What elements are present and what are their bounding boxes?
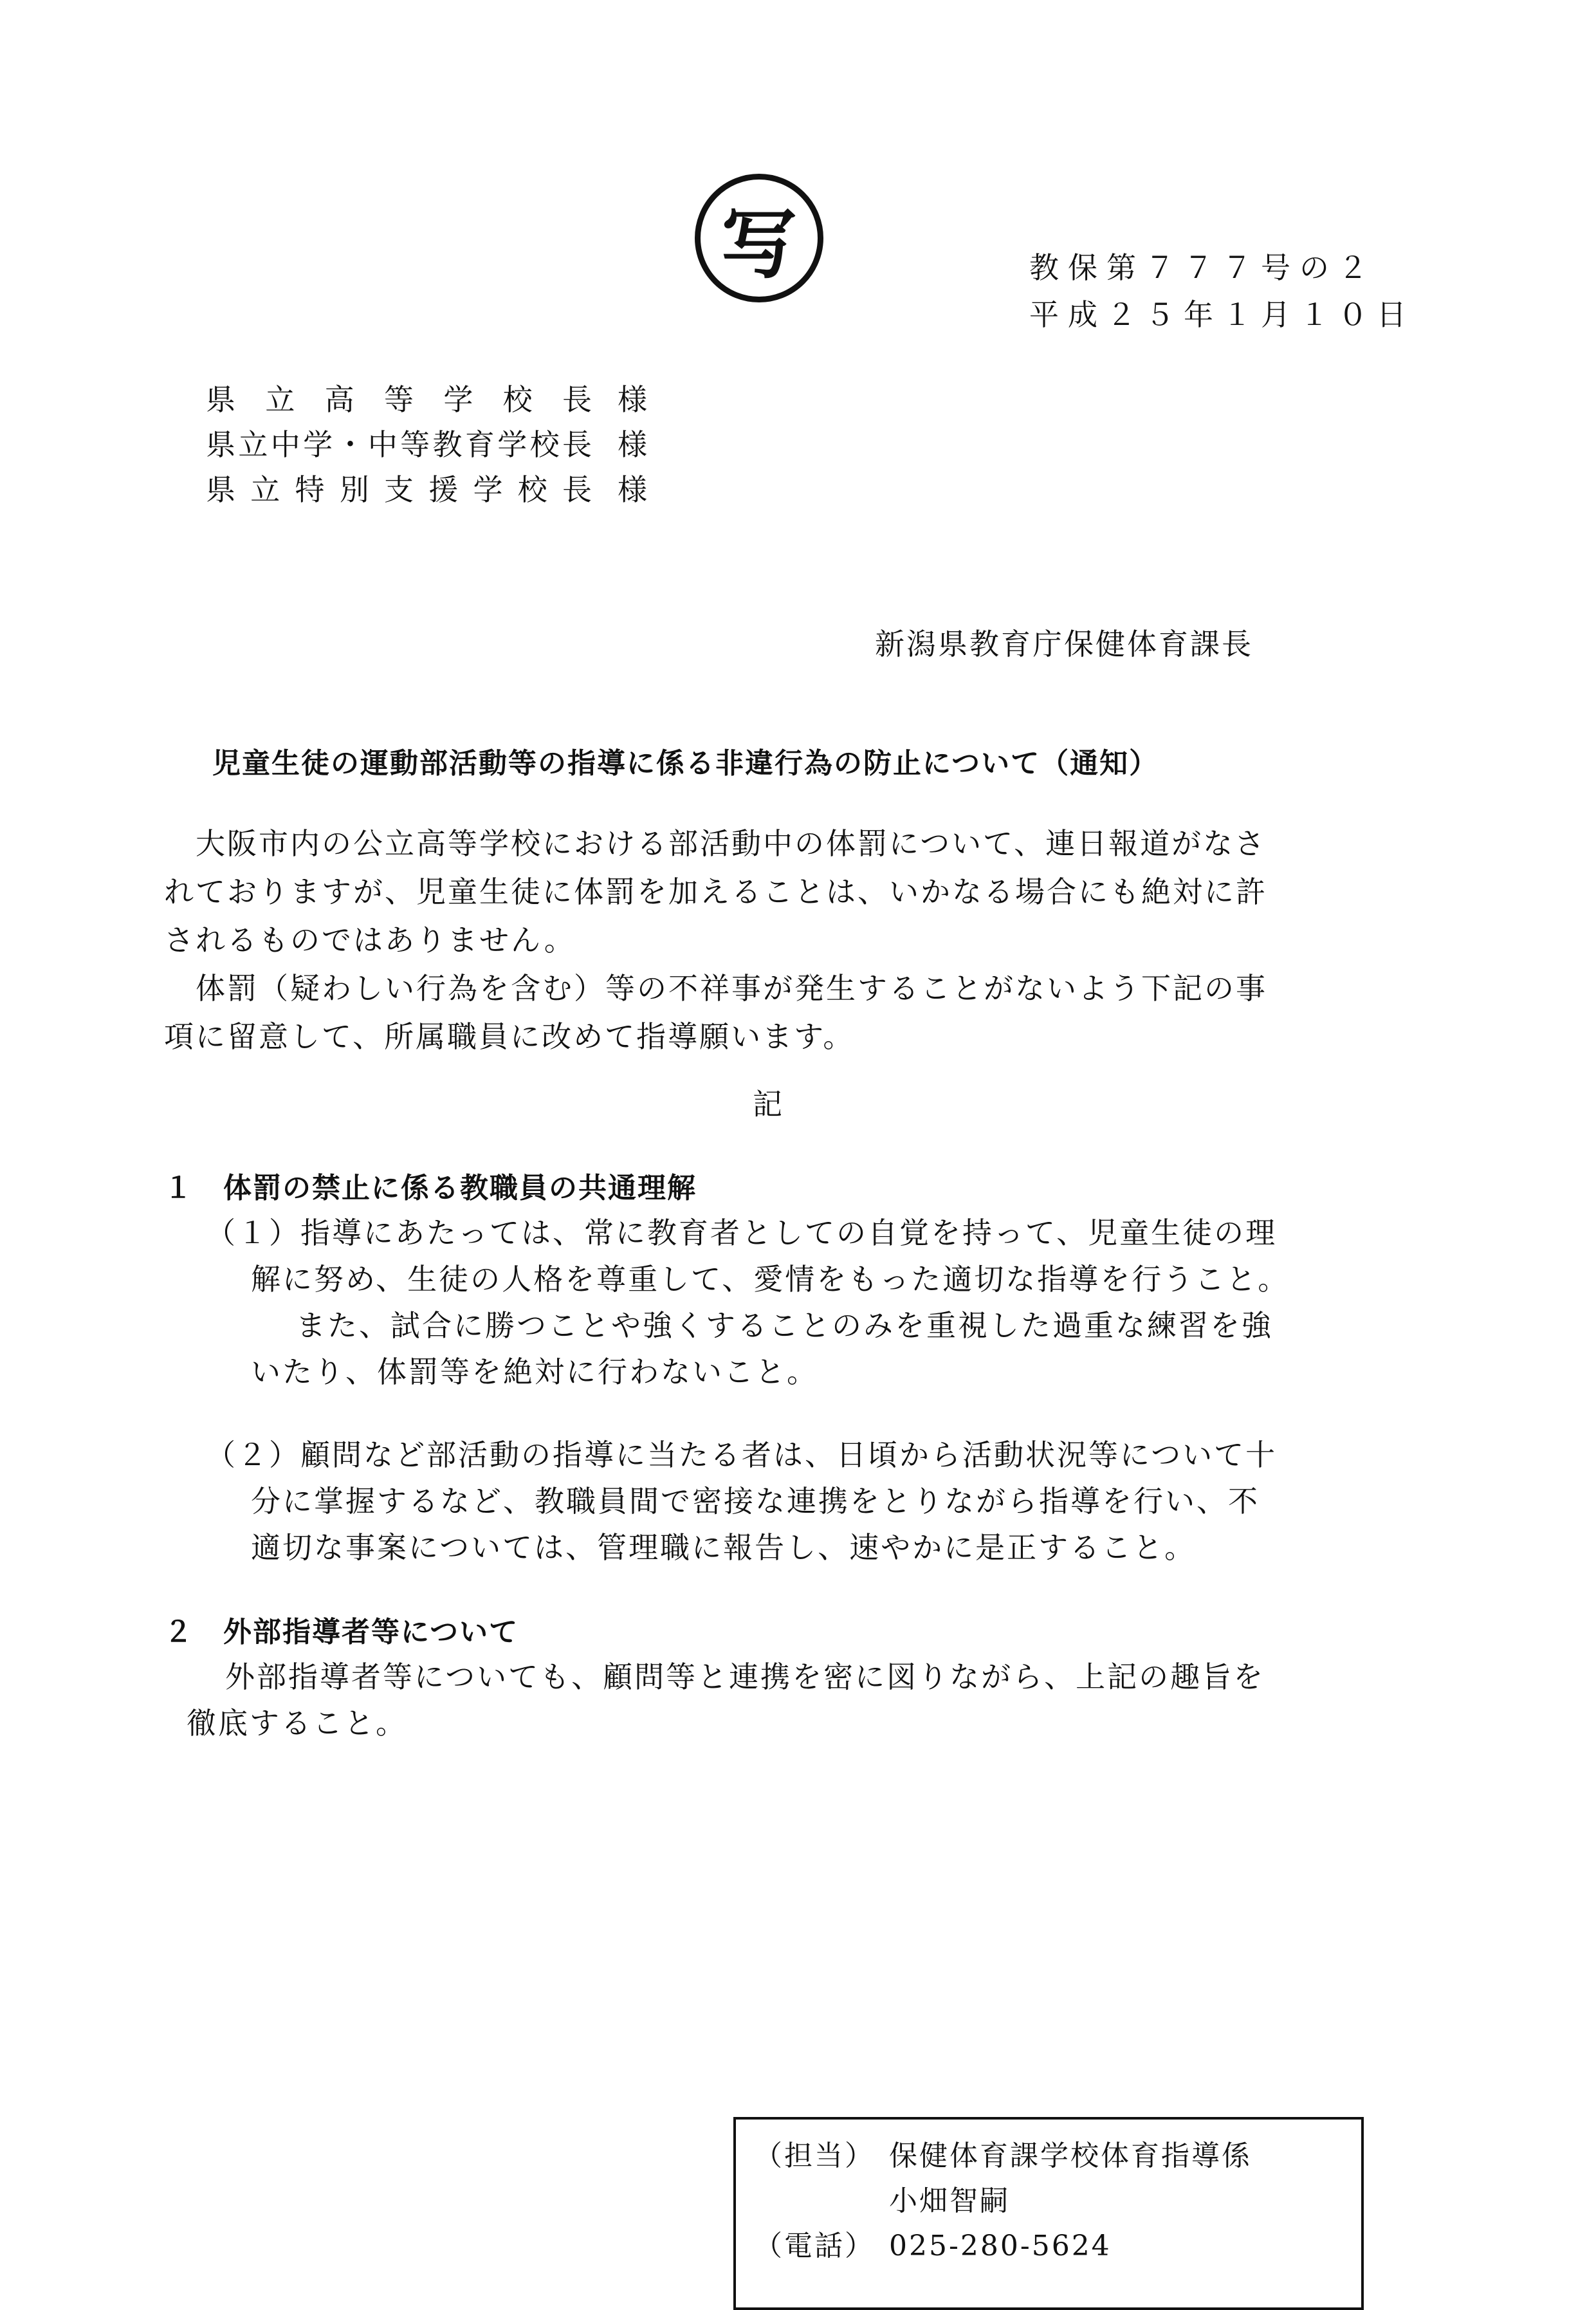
sender: 新潟県教育庁保健体育課長 <box>875 627 1253 661</box>
intro-line: 項に留意して、所属職員に改めて指導願います。 <box>164 1019 855 1054</box>
addressee-honorific: 様 <box>618 472 647 507</box>
document-number: 教保第７７７号の２ <box>1029 250 1377 285</box>
section-1-item-2-line: 適切な事案については、管理職に報告し、速やかに是正すること。 <box>251 1530 1197 1565</box>
contact-department: 保健体育課学校体育指導係 <box>889 2139 1252 2172</box>
contact-person-row <box>754 2177 1343 2222</box>
addressee-name: 県立中学・中等教育学校長 <box>206 427 592 462</box>
addressee-2 <box>206 421 647 464</box>
intro-line: 大阪市内の公立高等学校における部活動中の体罰について、連日報道がなさ <box>164 826 1267 861</box>
document-date: 平成２５年１月１０日 <box>1029 297 1415 332</box>
section-2-line: 外部指導者等についても、顧問等と連携を密に図りながら、上記の趣旨を <box>225 1659 1265 1694</box>
addressee-name: 県立特別支援学校長 <box>206 472 592 507</box>
section-1-heading: １ 体罰の禁止に係る教職員の共通理解 <box>164 1172 697 1205</box>
ki-marker: 記 <box>753 1087 782 1122</box>
intro-line: 体罰（疑わしい行為を含む）等の不祥事が発生することがないよう下記の事 <box>164 971 1267 1006</box>
contact-charge-label: （担当） <box>754 2139 875 2172</box>
section-2-line: 徹底すること。 <box>187 1706 407 1741</box>
addressee-honorific: 様 <box>618 382 647 417</box>
addressee-3 <box>206 467 647 509</box>
addressee-1 <box>206 376 647 419</box>
contact-phone: 025-280-5624 <box>889 2230 1112 2262</box>
contact-phone-row <box>754 2222 1343 2268</box>
section-1-item-1-line: いたり、体罰等を絶対に行わないこと。 <box>251 1354 818 1389</box>
contact-department-row <box>754 2132 1343 2177</box>
document-title: 児童生徒の運動部活動等の指導に係る非違行為の防止について（通知） <box>212 747 1159 780</box>
copy-stamp-char: 写 <box>720 200 797 289</box>
section-2-heading: ２ 外部指導者等について <box>164 1616 519 1649</box>
intro-line: れておりますが、児童生徒に体罰を加えることは、いかなる場合にも絶対に許 <box>164 874 1267 909</box>
copy-stamp <box>695 174 823 302</box>
contact-box <box>733 2117 1364 2310</box>
section-1-item-1-line: また、試合に勝つことや強くすることのみを重視した過重な練習を強 <box>296 1308 1273 1343</box>
intro-line: されるものではありません。 <box>164 923 576 957</box>
section-1-item-1-line: 解に努め、生徒の人格を尊重して、愛情をもった適切な指導を行うこと。 <box>251 1262 1290 1297</box>
section-1-item-1-line: （１）指導にあたっては、常に教育者としての自覚を持って、児童生徒の理 <box>206 1215 1278 1250</box>
addressee-name: 県立高等学校長 <box>206 382 592 417</box>
section-1-item-2-line: （２）顧問など部活動の指導に当たる者は、日頃から活動状況等について十 <box>206 1437 1278 1472</box>
contact-person: 小畑智嗣 <box>889 2185 1010 2217</box>
contact-phone-label: （電話） <box>754 2230 875 2262</box>
section-1-item-2-line: 分に掌握するなど、教職員間で密接な連携をとりながら指導を行い、不 <box>251 1484 1260 1519</box>
addressee-honorific: 様 <box>618 427 647 462</box>
